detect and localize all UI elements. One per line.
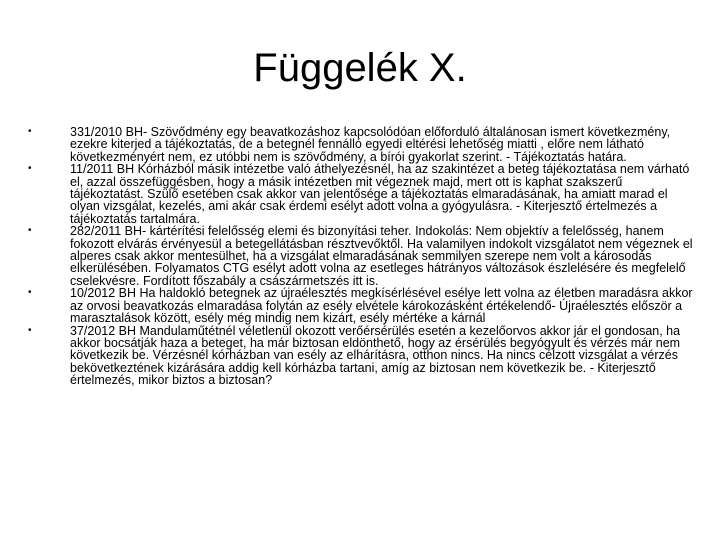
list-item [28, 325, 698, 387]
bullet-list [28, 126, 698, 387]
list-item [28, 225, 698, 287]
bullet-text: 37/2012 BH Mandulaműtétnél véletlenül okozott verőérsérülés esetén a kezelőorvos akkor jár el gondosan, ha akkor bocsátják haza a beteget, ha már biztosan eldönthető, hogy az érsérülés begyógyult és vérzés már nem következik be. Vérzésnél kórházban van esély az elhárításra, otthon nincs. Ha nincs célzott vizsgálat a vérzés bekövetkeztének kizárására addig kell kórházba tartani, amíg az biztosan nem következik be. - Kiterjesztő értelmezés, mikor biztos a biztosan? [70, 323, 681, 388]
bullet-text: 331/2010 BH- Szövődmény egy beavatkozáshoz kapcsolódóan előforduló általánosan ismert következmény, ezekre kiterjed a tájékoztatás, de a betegnél fennálló egyedi eltérési lehetőség miatti , előre nem látható következményért nem, ez utóbbi nem is szövődmény, a bírói gyakorlat szerint. - Tájékoztatás határa. [70, 125, 671, 164]
bullet-dot-icon: • [28, 324, 32, 336]
slide-title: Függelék X. [253, 46, 467, 90]
bullet-dot-icon: • [28, 126, 32, 137]
list-item [28, 287, 698, 324]
bullet-text: 10/2012 BH Ha haldokló betegnek az újraélesztés megkísérlésével esélye lett volna az életben maradásra akkor az orvosi beavatkozás elmaradása folytán az esély elvétele károkozásként értékelendő- Újraélesztés először a marasztalások között, esély még mindig nem kizárt, esély mértéke a kárnál [70, 286, 693, 326]
bullet-dot-icon: • [28, 225, 32, 237]
bullet-dot-icon: • [28, 287, 32, 299]
bullet-text: 11/2011 BH Kórházból másik intézetbe való áthelyezésnél, ha az szakintézet a beteg tájékoztatása nem várható el, azzal összefüggésben, hogy a másik intézetben mit végeznek majd, mert ott is kaphat szakszerű tájékoztatást. Szülő esetében csak akkor van jelentősége a tájékoztatás elmaradásának, ha amiatt marad el olyan vizsgálat, kezelés, ami akár csak érdemi esélyt adott volna a gyógyulásra. - Kiterjesztő értelmezés a tájékoztatás tartalmára. [70, 162, 690, 226]
bullet-text: 282/2011 BH- kártérítési felelősség elemi és bizonyítási teher. Indokolás: Nem objektív a felelősség, hanem fokozott elvárás érvényesül a betegellátásban résztvevőktől. Ha valamilyen indokolt vizsgálatot nem végeznek el alperes csak akkor mentesülhet, ha a vizsgálat elmaradásának semmilyen szerepe nem volt a károsodás elkerülésében. Folyamatos CTG esélyt adott volna az esetleges hátrányos változások észlelésére és megfelelő cselekvésre. Fordított főszabály a császármetszés itt is. [70, 224, 693, 288]
list-item [28, 163, 698, 225]
bullet-dot-icon: • [28, 163, 32, 175]
list-item [28, 126, 698, 163]
